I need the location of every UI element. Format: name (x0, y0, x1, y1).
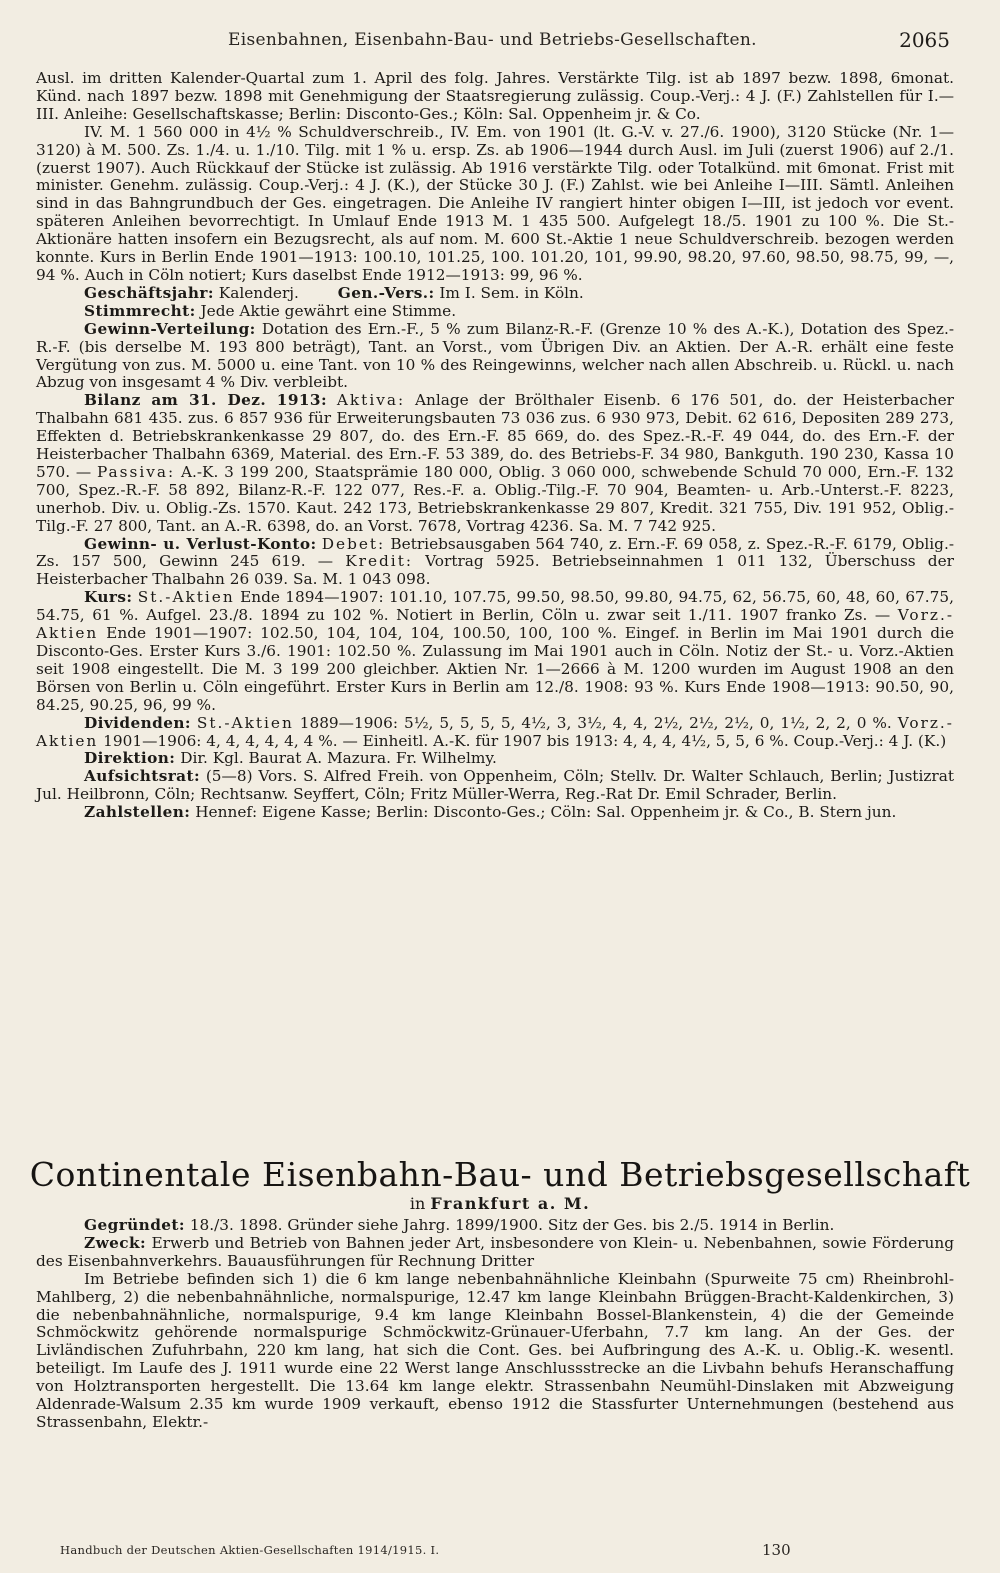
company-title: Continentale Eisenbahn-Bau- und Betriebsgesellschaft (29, 1155, 971, 1194)
location-prefix: in (409, 1194, 426, 1213)
entry-dividenden (36, 715, 954, 751)
section-continentale (36, 1217, 954, 1432)
page-number: 2065 (899, 28, 950, 52)
entry-geschaeftsjahr (36, 285, 954, 303)
label-kurs-vorz-aktien: Vorz.-Aktien (36, 606, 954, 643)
entry-stimmrecht (36, 303, 954, 321)
entry-direktion (36, 750, 954, 768)
footer-signature: 130 (762, 1541, 791, 1559)
entry-zweck (36, 1235, 954, 1271)
paragraph-anleihe-iv: IV. M. 1 560 000 in 4½ % Schuldverschreib., IV. Em. von 1901 (lt. G.-V. v. 27./6. 1900), 3120 Stücke (Nr. 1—3120) à M. 500. Zs. 1./4. u. 1./10. Tilg. mit 1 % u. ersp. Zs. ab 1906—1944 durch Ausl. im Juli (zuerst 1906) auf 2./1. (zuerst 1907). Auch Rückkauf der Stücke ist zulässig. Ab 1916 verstärkte Tilg. oder Totalkünd. mit 6monat. Frist mit minister. Genehm. zulässig. Coup.-Verj.: 4 J. (K.), der Stücke 30 J. (F.) Zahlst. wie bei Anleihe I—III. Sämtl. Anleihen sind in das Bahngrundbuch der Ges. eingetragen. Die Anleihe IV rangiert hinter obigen I—III, ist jedoch vor event. späteren Anleihen bevorrechtigt. In Umlauf Ende 1913 M. 1 435 500. Aufgelegt 18./5. 1901 zu 100 %. Die St.-Aktionäre hatten insofern ein Bezugsrecht, als auf nom. M. 600 St.-Aktie 1 neue Schuldverschreib. bezogen werden konnte. Kurs in Berlin Ende 1901—1913: 100.10, 101.25, 100. 101.20, 101, 99.90, 98.20, 97.60, 98.50, 98.75, 99, —, 94 %. Auch in Cöln notiert; Kurs daselbst Ende 1912—1913: 99, 96 %. (36, 122, 954, 284)
entry-kurs (36, 589, 954, 714)
value-gewinn-verteilung: Dotation des Ern.-F., 5 % zum Bilanz-R.-F. (Grenze 10 % des A.-K.), Dotation des Spez.-R.-F. (bis derselbe M. 193 800 beträgt), Tant. an Vorst., vom Übrigen Div. an Aktien. Der A.-R. erhält eine feste Vergütung von zus. M. 5000 u. eine Tant. von 10 % des Reingewinns, welcher nach allen Abschreib. u. Rückl. u. nach Abzug von insgesamt 4 % Div. verbleibt. (36, 319, 954, 392)
label-gewinn-verteilung: Gewinn-Verteilung: (84, 319, 256, 338)
value-direktion: Dir. Kgl. Baurat A. Mazura. Fr. Wilhelmy. (180, 749, 497, 768)
value-gegruendet: 18./3. 1898. Gründer siehe Jahrg. 1899/1900. Sitz der Ges. bis 2./5. 1914 in Berlin. (189, 1216, 835, 1234)
entry-gewinn-verlust-konto (36, 536, 954, 590)
label-aufsichtsrat: Aufsichtsrat: (84, 767, 200, 786)
label-div-vorz-aktien: Vorz.-Aktien (36, 713, 954, 750)
value-kurs-st-aktien: Ende 1894—1907: 101.10, 107.75, 99.50, 98.50, 99.80, 94.75, 62, 56.75, 60, 48, 60, 67.75, 54.75, 61 %. Aufgel. 23./8. 1894 zu 102 %. Notiert in Berlin, Cöln u. zwar seit 1./11. 1907 franko Zs. — (36, 588, 954, 625)
label-aktiva: Aktiva: (336, 391, 406, 410)
entry-zahlstellen (36, 804, 954, 822)
value-aktiva: Anlage der Brölthaler Eisenb. 6 176 501, do. der Heisterbacher Thalbahn 681 435. zus. 6 857 936 für Erweiterungsbauten 73 036 zus. 6 930 973, Debit. 62 616, Depositen 289 273, Effekten d. Betriebskrankenkasse 29 807, do. des Ern.-F. 85 669, do. des Spez.-R.-F. 49 044, do. des Ern.-F. der Heisterbacher Thalbahn 6369, Material. des Ern.-F. 53 389, do. des Betriebs-F. 34 980, Bankguth. 190 230, Kassa 10 570. — (36, 391, 954, 481)
page-footer (60, 1541, 800, 1563)
company-location (0, 1194, 1000, 1213)
label-stimmrecht: Stimmrecht: (84, 301, 196, 320)
value-aufsichtsrat: (5—8) Vors. S. Alfred Freih. von Oppenheim, Cöln; Stellv. Dr. Walter Schlauch, Berlin; Justizrat Jul. Heilbronn, Cöln; Rechtsanw. Seyffert, Cöln; Fritz Müller-Werra, Reg.-Rat Dr. Emil Schrader, Berlin. (36, 767, 954, 804)
label-dividenden: Dividenden: (84, 713, 191, 732)
value-stimmrecht: Jede Aktie gewährt eine Stimme. (200, 301, 457, 320)
running-header (0, 26, 1000, 60)
value-debet: Betriebsausgaben 564 740, z. Ern.-F. 69 058, z. Spez.-R.-F. 6179, Oblig.-Zs. 157 500, Gewinn 245 619. — (36, 534, 954, 571)
header-title: Eisenbahnen, Eisenbahn-Bau- und Betriebs-Gesellschaften. (228, 30, 757, 50)
label-direktion: Direktion: (84, 749, 176, 768)
label-gegruendet: Gegründet: (84, 1216, 185, 1234)
value-div-vorz-aktien: 1901—1906: 4, 4, 4, 4, 4, 4 %. — Einheitl. A.-K. für 1907 bis 1913: 4, 4, 4, 4½, 5, 5, 6 %. Coup.-Verj.: 4 J. (K.) (103, 731, 947, 750)
entry-gegruendet (36, 1217, 954, 1235)
value-kurs-vorz-aktien: Ende 1901—1907: 102.50, 104, 104, 104, 100.50, 100, 100 %. Eingef. in Berlin im Mai 1901 durch die Disconto-Ges. Erster Kurs 3./6. 1901: 102.50 %. Zulassung im Mai 1901 auch in Cöln. Notiz der St.- u. Vorz.-Aktien seit 1908 eingestellt. Die M. 3 199 200 gleichber. Aktien Nr. 1—2666 à M. 1200 wurden im August 1908 an den Börsen von Berlin u. Cöln eingeführt. Erster Kurs in Berlin am 12./8. 1908: 93 %. Kurs Ende 1908—1913: 90.50, 90, 84.25, 90.25, 96, 99 %. (36, 624, 954, 714)
label-bilanz: Bilanz am 31. Dez. 1913: (84, 391, 328, 410)
label-kurs: Kurs: (84, 588, 133, 607)
paragraph-anleihe-terms: Ausl. im dritten Kalender-Quartal zum 1. April des folg. Jahres. Verstärkte Tilg. ist ab 1897 bezw. 1898, 6monat. Künd. nach 1897 bezw. 1898 mit Genehmigung der Staatsregierung zulässig. Coup.-Verj.: 4 J. (F.) Zahlstellen für I.—III. Anleihe: Gesellschaftskasse; Berlin: Disconto-Ges.; Köln: Sal. Oppenheim jr. & Co. (36, 69, 954, 123)
value-gen-vers: Im I. Sem. in Köln. (439, 283, 584, 302)
label-zahlstellen: Zahlstellen: (84, 803, 191, 822)
label-gewinn-verlust-konto: Gewinn- u. Verlust-Konto: (84, 534, 317, 553)
label-zweck: Zweck: (84, 1233, 147, 1252)
entry-bilanz (36, 392, 954, 535)
value-div-st-aktien: 1889—1906: 5½, 5, 5, 5, 5, 4½, 3, 3½, 4, 4, 2½, 2½, 2½, 0, 1½, 2, 2, 0 %. (299, 713, 892, 732)
section-broelthaler-continuation (36, 70, 954, 822)
label-kredit: Kredit: (345, 552, 413, 571)
value-zahlstellen: Hennef: Eigene Kasse; Berlin: Disconto-Ges.; Cöln: Sal. Oppenheim jr. & Co., B. Stern jun. (195, 803, 897, 822)
value-zweck: Erwerb und Betrieb von Bahnen jeder Art, insbesondere von Klein- u. Nebenbahnen, sowie Förderung des Eisenbahnverkehrs. Bauausführungen für Rechnung Dritter (36, 1233, 954, 1270)
value-geschaeftsjahr: Kalenderj. (218, 283, 299, 302)
footer-text: Handbuch der Deutschen Aktien-Gesellschaften 1914/1915. I. (60, 1543, 440, 1557)
label-kurs-st-aktien: St.-Aktien (137, 588, 235, 607)
value-kredit: Vortrag 5925. Betriebseinnahmen 1 011 132, Überschuss der Heisterbacher Thalbahn 26 039. Sa. M. 1 043 098. (36, 552, 954, 589)
label-debet: Debet: (321, 534, 386, 553)
label-passiva: Passiva: (96, 462, 176, 481)
location-city: Frankfurt a. M. (430, 1194, 591, 1213)
label-geschaeftsjahr: Geschäftsjahr: (84, 283, 214, 302)
entry-gewinn-verteilung (36, 321, 954, 393)
entry-aufsichtsrat (36, 768, 954, 804)
paragraph-betrieb: Im Betriebe befinden sich 1) die 6 km lange nebenbahnähnliche Kleinbahn (Spurweite 75 cm) Rheinbrohl-Mahlberg, 2) die nebenbahnähnliche, normalspurige, 12.47 km lange Kleinbahn Brüggen-Bracht-Kaldenkirchen, 3) die nebenbahnähnliche, normalspurige, 9.4 km lange Kleinbahn Bossel-Blankenstein, 4) die der Gemeinde Schmöckwitz gehörende normalspurige Schmöckwitz-Grünauer-Uferbahn, 7.7 km lang. An der Ges. der Livländischen Zufuhrbahn, 220 km lang, hat sich die Cont. Ges. bei Aufbringung des A.-K. u. Oblig.-K. wesentl. beteiligt. Im Laufe des J. 1911 wurde eine 22 Werst lange Anschlussstrecke an die Livbahn behufs Heranschaffung von Holztransporten hergestellt. Die 13.64 km lange elektr. Strassenbahn Neumühl-Dinslaken mit Abzweigung Aldenrade-Walsum 2.35 km wurde 1909 verkauft, ebenso 1912 die Stassfurter Unternehmungen (bestehend aus Strassenbahn, Elektr.- (36, 1269, 954, 1431)
label-div-st-aktien: St.-Aktien (196, 713, 294, 732)
label-gen-vers: Gen.-Vers.: (337, 283, 435, 302)
value-passiva: A.-K. 3 199 200, Staatsprämie 180 000, Oblig. 3 060 000, schwebende Schuld 70 000, Ern.-F. 132 700, Spez.-R.-F. 58 892, Bilanz-R.-F. 122 077, Res.-F. a. Oblig.-Tilg.-F. 70 904, Beamten- u. Arb.-Unterst.-F. 8223, unerhob. Div. u. Oblig.-Zs. 1570. Kaut. 242 173, Betriebskrankenkasse 29 807, Kredit. 321 755, Div. 191 952, Oblig.-Tilg.-F. 27 800, Tant. an A.-R. 6398, do. an Vorst. 7678, Vortrag 4236. Sa. M. 7 742 925. (36, 462, 954, 535)
